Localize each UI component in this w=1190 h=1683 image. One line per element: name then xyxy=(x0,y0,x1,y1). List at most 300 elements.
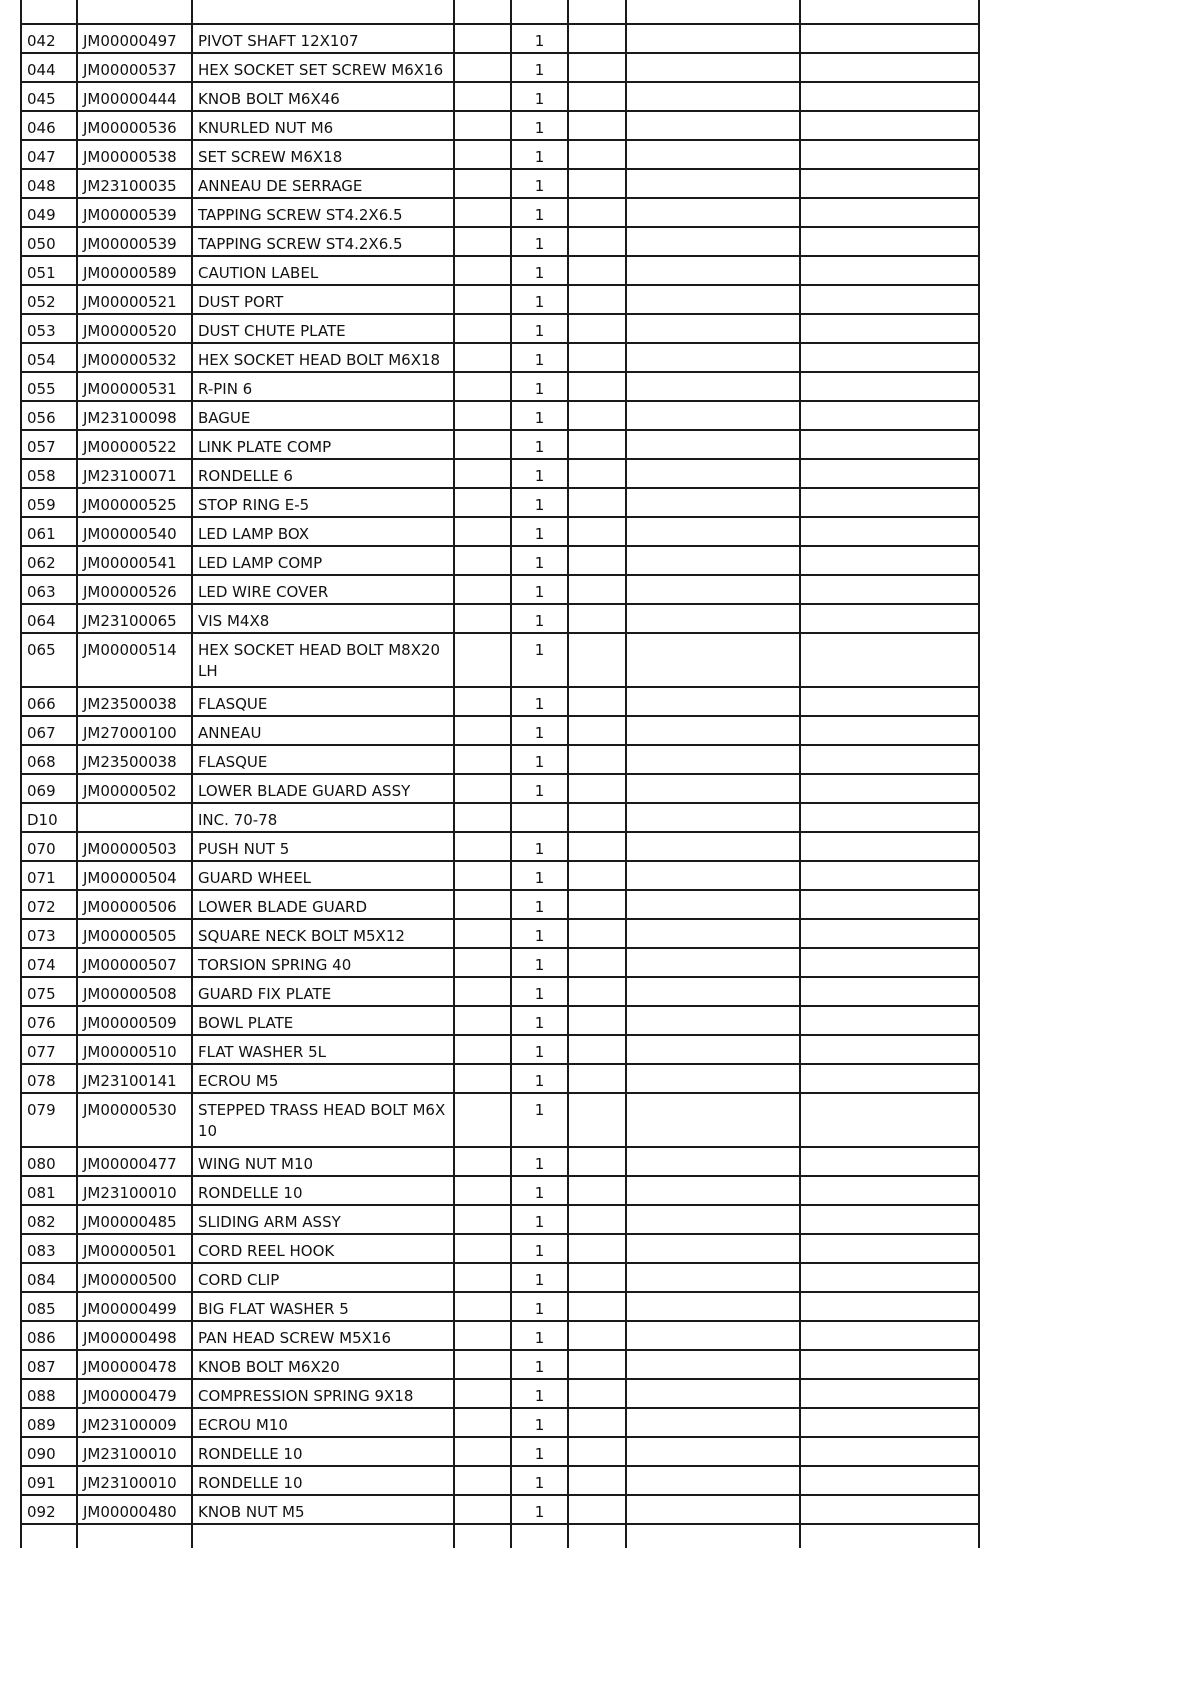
quantity-cell: 1 xyxy=(511,314,568,343)
empty-cell xyxy=(800,227,979,256)
empty-cell xyxy=(568,314,626,343)
part-description-cell: LED LAMP BOX xyxy=(192,517,454,546)
empty-cell xyxy=(800,1205,979,1234)
table-row xyxy=(21,1437,979,1466)
empty-cell xyxy=(626,1321,800,1350)
part-code-cell: JM00000507 xyxy=(77,948,192,977)
part-number-cell: 069 xyxy=(21,774,77,803)
part-number-cell: 051 xyxy=(21,256,77,285)
empty-cell xyxy=(626,1350,800,1379)
part-code-cell: JM23100141 xyxy=(77,1064,192,1093)
part-code-cell: JM00000514 xyxy=(77,633,192,687)
table-row xyxy=(21,1234,979,1263)
part-description-cell: HEX SOCKET HEAD BOLT M6X18 xyxy=(192,343,454,372)
empty-cell xyxy=(800,372,979,401)
empty-cell xyxy=(800,140,979,169)
part-description-cell: KNOB BOLT M6X46 xyxy=(192,82,454,111)
part-number-cell: 070 xyxy=(21,832,77,861)
part-number-cell: 042 xyxy=(21,24,77,53)
table-row xyxy=(21,1006,979,1035)
quantity-cell: 1 xyxy=(511,1292,568,1321)
empty-cell xyxy=(626,546,800,575)
empty-cell xyxy=(454,488,511,517)
quantity-cell: 1 xyxy=(511,1437,568,1466)
empty-cell xyxy=(568,633,626,687)
empty-cell xyxy=(454,517,511,546)
table-row xyxy=(21,227,979,256)
part-code-cell: JM00000530 xyxy=(77,1093,192,1147)
quantity-cell: 1 xyxy=(511,343,568,372)
empty-cell xyxy=(800,1035,979,1064)
empty-cell xyxy=(568,343,626,372)
empty-cell xyxy=(454,948,511,977)
empty-cell xyxy=(568,604,626,633)
table-row xyxy=(21,832,979,861)
empty-cell xyxy=(454,890,511,919)
empty-cell xyxy=(800,977,979,1006)
empty-cell xyxy=(626,745,800,774)
empty-cell xyxy=(626,140,800,169)
empty-cell xyxy=(568,372,626,401)
empty-cell xyxy=(626,1176,800,1205)
table-row xyxy=(21,488,979,517)
empty-cell xyxy=(454,687,511,716)
quantity-cell: 1 xyxy=(511,1035,568,1064)
empty-cell xyxy=(568,832,626,861)
empty-cell xyxy=(568,169,626,198)
empty-cell xyxy=(511,1524,568,1548)
empty-cell xyxy=(454,633,511,687)
quantity-cell: 1 xyxy=(511,890,568,919)
part-number-cell: 052 xyxy=(21,285,77,314)
table-row xyxy=(21,53,979,82)
empty-cell xyxy=(568,948,626,977)
part-code-cell: JM23100098 xyxy=(77,401,192,430)
empty-cell xyxy=(626,0,800,24)
empty-cell xyxy=(568,24,626,53)
empty-cell xyxy=(21,0,77,24)
table-row xyxy=(21,285,979,314)
empty-cell xyxy=(568,687,626,716)
empty-cell xyxy=(192,1524,454,1548)
empty-cell xyxy=(568,977,626,1006)
part-description-cell: SET SCREW M6X18 xyxy=(192,140,454,169)
quantity-cell: 1 xyxy=(511,1234,568,1263)
table-row xyxy=(21,575,979,604)
empty-cell xyxy=(454,227,511,256)
empty-cell xyxy=(626,1006,800,1035)
part-number-cell: 063 xyxy=(21,575,77,604)
empty-cell xyxy=(568,256,626,285)
empty-cell xyxy=(800,604,979,633)
part-code-cell: JM00000522 xyxy=(77,430,192,459)
empty-cell xyxy=(454,1466,511,1495)
empty-cell xyxy=(454,803,511,832)
empty-cell xyxy=(626,343,800,372)
quantity-cell: 1 xyxy=(511,745,568,774)
table-row xyxy=(21,1408,979,1437)
part-code-cell: JM00000510 xyxy=(77,1035,192,1064)
part-description-cell: R-PIN 6 xyxy=(192,372,454,401)
part-description-cell: BAGUE xyxy=(192,401,454,430)
empty-cell xyxy=(626,1035,800,1064)
part-number-cell: 053 xyxy=(21,314,77,343)
empty-cell xyxy=(454,459,511,488)
empty-cell xyxy=(800,517,979,546)
part-number-cell: 044 xyxy=(21,53,77,82)
empty-cell xyxy=(626,861,800,890)
part-description-cell: LED WIRE COVER xyxy=(192,575,454,604)
quantity-cell: 1 xyxy=(511,53,568,82)
empty-cell xyxy=(454,1350,511,1379)
empty-cell xyxy=(454,111,511,140)
empty-cell xyxy=(800,575,979,604)
quantity-cell: 1 xyxy=(511,488,568,517)
part-code-cell: JM00000540 xyxy=(77,517,192,546)
part-number-cell: 076 xyxy=(21,1006,77,1035)
empty-cell xyxy=(568,1205,626,1234)
part-number-cell: 082 xyxy=(21,1205,77,1234)
empty-cell xyxy=(568,1093,626,1147)
empty-cell xyxy=(454,256,511,285)
part-description-cell: FLASQUE xyxy=(192,745,454,774)
empty-cell xyxy=(626,227,800,256)
part-code-cell: JM00000498 xyxy=(77,1321,192,1350)
quantity-cell: 1 xyxy=(511,140,568,169)
part-description-cell: LOWER BLADE GUARD xyxy=(192,890,454,919)
empty-cell xyxy=(800,285,979,314)
empty-cell xyxy=(800,1292,979,1321)
empty-cell xyxy=(626,372,800,401)
part-code-cell: JM00000505 xyxy=(77,919,192,948)
empty-cell xyxy=(800,861,979,890)
quantity-cell: 1 xyxy=(511,1064,568,1093)
part-code-cell: JM00000479 xyxy=(77,1379,192,1408)
empty-cell xyxy=(626,803,800,832)
empty-cell xyxy=(568,546,626,575)
quantity-cell: 1 xyxy=(511,861,568,890)
part-description-cell: SLIDING ARM ASSY xyxy=(192,1205,454,1234)
part-description-cell: SQUARE NECK BOLT M5X12 xyxy=(192,919,454,948)
empty-cell xyxy=(454,169,511,198)
empty-cell xyxy=(800,1524,979,1548)
part-description-cell: GUARD FIX PLATE xyxy=(192,977,454,1006)
part-description-cell: DUST CHUTE PLATE xyxy=(192,314,454,343)
empty-cell xyxy=(800,198,979,227)
part-code-cell: JM00000508 xyxy=(77,977,192,1006)
empty-cell xyxy=(454,82,511,111)
empty-cell xyxy=(77,1524,192,1548)
empty-cell xyxy=(454,372,511,401)
part-number-cell: 047 xyxy=(21,140,77,169)
part-code-cell: JM00000526 xyxy=(77,575,192,604)
parts-list-table xyxy=(20,0,980,1548)
table-row xyxy=(21,1176,979,1205)
part-description-cell: CORD REEL HOOK xyxy=(192,1234,454,1263)
empty-cell xyxy=(568,919,626,948)
empty-cell xyxy=(568,1006,626,1035)
empty-cell xyxy=(800,1495,979,1524)
table-row xyxy=(21,82,979,111)
part-code-cell: JM00000538 xyxy=(77,140,192,169)
part-description-cell: ANNEAU xyxy=(192,716,454,745)
table-row xyxy=(21,919,979,948)
part-code-cell: JM00000504 xyxy=(77,861,192,890)
part-number-cell: 066 xyxy=(21,687,77,716)
quantity-cell: 1 xyxy=(511,687,568,716)
quantity-cell: 1 xyxy=(511,24,568,53)
part-code-cell: JM23500038 xyxy=(77,745,192,774)
empty-cell xyxy=(568,459,626,488)
empty-cell xyxy=(454,1495,511,1524)
empty-cell xyxy=(568,1466,626,1495)
empty-cell xyxy=(800,488,979,517)
empty-cell xyxy=(626,1064,800,1093)
empty-cell xyxy=(454,53,511,82)
empty-cell xyxy=(568,1176,626,1205)
part-description-cell: HEX SOCKET SET SCREW M6X16 xyxy=(192,53,454,82)
table-row xyxy=(21,977,979,1006)
part-number-cell: 075 xyxy=(21,977,77,1006)
table-row xyxy=(21,546,979,575)
quantity-cell: 1 xyxy=(511,1466,568,1495)
empty-cell xyxy=(800,1064,979,1093)
part-description-cell: INC. 70-78 xyxy=(192,803,454,832)
empty-cell xyxy=(626,24,800,53)
empty-cell xyxy=(454,919,511,948)
table-row xyxy=(21,1321,979,1350)
part-code-cell: JM23100010 xyxy=(77,1466,192,1495)
empty-cell xyxy=(626,687,800,716)
part-description-cell: RONDELLE 10 xyxy=(192,1176,454,1205)
part-code-cell: JM00000537 xyxy=(77,53,192,82)
empty-cell xyxy=(454,1093,511,1147)
part-code-cell: JM00000500 xyxy=(77,1263,192,1292)
part-code-cell: JM23100010 xyxy=(77,1437,192,1466)
empty-cell xyxy=(77,0,192,24)
quantity-cell: 1 xyxy=(511,1495,568,1524)
part-number-cell: 078 xyxy=(21,1064,77,1093)
part-code-cell: JM23100071 xyxy=(77,459,192,488)
quantity-cell: 1 xyxy=(511,285,568,314)
quantity-cell: 1 xyxy=(511,198,568,227)
part-number-cell: D10 xyxy=(21,803,77,832)
empty-cell xyxy=(800,82,979,111)
empty-cell xyxy=(454,774,511,803)
empty-cell xyxy=(800,1466,979,1495)
quantity-cell: 1 xyxy=(511,716,568,745)
part-description-cell: PIVOT SHAFT 12X107 xyxy=(192,24,454,53)
empty-cell xyxy=(568,1263,626,1292)
empty-cell xyxy=(454,1524,511,1548)
table-row xyxy=(21,716,979,745)
part-description-cell: COMPRESSION SPRING 9X18 xyxy=(192,1379,454,1408)
empty-cell xyxy=(800,430,979,459)
empty-cell xyxy=(511,0,568,24)
empty-cell xyxy=(454,1321,511,1350)
empty-cell xyxy=(568,575,626,604)
part-description-cell: PAN HEAD SCREW M5X16 xyxy=(192,1321,454,1350)
empty-cell xyxy=(626,1437,800,1466)
empty-cell xyxy=(626,774,800,803)
empty-cell xyxy=(454,1292,511,1321)
table-row xyxy=(21,890,979,919)
quantity-cell: 1 xyxy=(511,1205,568,1234)
part-number-cell: 046 xyxy=(21,111,77,140)
part-description-cell: BOWL PLATE xyxy=(192,1006,454,1035)
empty-cell xyxy=(568,401,626,430)
table-row xyxy=(21,256,979,285)
empty-cell xyxy=(800,745,979,774)
part-number-cell: 057 xyxy=(21,430,77,459)
part-code-cell: JM00000485 xyxy=(77,1205,192,1234)
table-row xyxy=(21,24,979,53)
empty-cell xyxy=(626,1093,800,1147)
part-code-cell: JM00000520 xyxy=(77,314,192,343)
part-code-cell: JM00000478 xyxy=(77,1350,192,1379)
quantity-cell: 1 xyxy=(511,372,568,401)
empty-cell xyxy=(626,314,800,343)
empty-cell xyxy=(568,861,626,890)
part-code-cell xyxy=(77,803,192,832)
empty-cell xyxy=(454,1064,511,1093)
table-row xyxy=(21,604,979,633)
part-description-cell: RONDELLE 10 xyxy=(192,1466,454,1495)
part-number-cell: 061 xyxy=(21,517,77,546)
part-description-cell: PUSH NUT 5 xyxy=(192,832,454,861)
part-code-cell: JM23100009 xyxy=(77,1408,192,1437)
part-number-cell: 056 xyxy=(21,401,77,430)
empty-cell xyxy=(568,803,626,832)
empty-cell xyxy=(454,198,511,227)
empty-cell xyxy=(800,24,979,53)
empty-cell xyxy=(800,919,979,948)
empty-cell xyxy=(454,1263,511,1292)
part-number-cell: 055 xyxy=(21,372,77,401)
empty-cell xyxy=(568,1147,626,1176)
table-row xyxy=(21,1147,979,1176)
empty-cell xyxy=(800,53,979,82)
part-code-cell: JM00000541 xyxy=(77,546,192,575)
empty-cell xyxy=(800,1093,979,1147)
empty-cell xyxy=(568,111,626,140)
quantity-cell: 1 xyxy=(511,111,568,140)
quantity-cell: 1 xyxy=(511,430,568,459)
table-row xyxy=(21,687,979,716)
empty-cell xyxy=(626,488,800,517)
empty-cell xyxy=(626,604,800,633)
empty-cell xyxy=(626,198,800,227)
empty-cell xyxy=(626,919,800,948)
table-row xyxy=(21,343,979,372)
part-description-cell: ANNEAU DE SERRAGE xyxy=(192,169,454,198)
empty-cell xyxy=(454,832,511,861)
part-code-cell: JM23100010 xyxy=(77,1176,192,1205)
empty-cell xyxy=(800,1379,979,1408)
part-description-cell: LOWER BLADE GUARD ASSY xyxy=(192,774,454,803)
table-continuation-top xyxy=(21,0,979,24)
empty-cell xyxy=(626,401,800,430)
quantity-cell: 1 xyxy=(511,1321,568,1350)
part-code-cell: JM00000539 xyxy=(77,198,192,227)
empty-cell xyxy=(568,488,626,517)
table-row xyxy=(21,111,979,140)
part-code-cell: JM00000497 xyxy=(77,24,192,53)
table-row xyxy=(21,1064,979,1093)
empty-cell xyxy=(454,1176,511,1205)
empty-cell xyxy=(626,1466,800,1495)
table-row xyxy=(21,1205,979,1234)
quantity-cell: 1 xyxy=(511,1093,568,1147)
part-number-cell: 089 xyxy=(21,1408,77,1437)
quantity-cell: 1 xyxy=(511,1379,568,1408)
table-row xyxy=(21,169,979,198)
empty-cell xyxy=(454,604,511,633)
part-number-cell: 073 xyxy=(21,919,77,948)
part-number-cell: 083 xyxy=(21,1234,77,1263)
empty-cell xyxy=(568,1495,626,1524)
empty-cell xyxy=(454,745,511,774)
table-row xyxy=(21,430,979,459)
empty-cell xyxy=(568,1234,626,1263)
empty-cell xyxy=(800,314,979,343)
table-row xyxy=(21,948,979,977)
empty-cell xyxy=(568,198,626,227)
empty-cell xyxy=(800,0,979,24)
empty-cell xyxy=(800,546,979,575)
table-row xyxy=(21,1093,979,1147)
part-code-cell: JM00000502 xyxy=(77,774,192,803)
empty-cell xyxy=(800,716,979,745)
part-number-cell: 086 xyxy=(21,1321,77,1350)
empty-cell xyxy=(626,890,800,919)
empty-cell xyxy=(568,0,626,24)
empty-cell xyxy=(454,861,511,890)
empty-cell xyxy=(454,314,511,343)
empty-cell xyxy=(626,53,800,82)
part-description-cell: ECROU M5 xyxy=(192,1064,454,1093)
empty-cell xyxy=(626,459,800,488)
part-description-cell: LINK PLATE COMP xyxy=(192,430,454,459)
part-description-cell: TAPPING SCREW ST4.2X6.5 xyxy=(192,227,454,256)
quantity-cell: 1 xyxy=(511,604,568,633)
quantity-cell: 1 xyxy=(511,1147,568,1176)
empty-cell xyxy=(568,430,626,459)
parts-list-body xyxy=(21,0,979,1548)
table-row xyxy=(21,140,979,169)
empty-cell xyxy=(800,832,979,861)
part-description-cell: STOP RING E-5 xyxy=(192,488,454,517)
empty-cell xyxy=(626,1234,800,1263)
table-row xyxy=(21,774,979,803)
empty-cell xyxy=(626,1495,800,1524)
part-number-cell: 080 xyxy=(21,1147,77,1176)
quantity-cell: 1 xyxy=(511,948,568,977)
empty-cell xyxy=(454,0,511,24)
part-code-cell: JM00000525 xyxy=(77,488,192,517)
part-code-cell: JM00000532 xyxy=(77,343,192,372)
quantity-cell: 1 xyxy=(511,459,568,488)
part-code-cell: JM00000509 xyxy=(77,1006,192,1035)
empty-cell xyxy=(454,1234,511,1263)
part-number-cell: 067 xyxy=(21,716,77,745)
quantity-cell: 1 xyxy=(511,1263,568,1292)
empty-cell xyxy=(800,343,979,372)
empty-cell xyxy=(626,1408,800,1437)
table-row xyxy=(21,803,979,832)
part-description-cell: RONDELLE 10 xyxy=(192,1437,454,1466)
empty-cell xyxy=(454,24,511,53)
